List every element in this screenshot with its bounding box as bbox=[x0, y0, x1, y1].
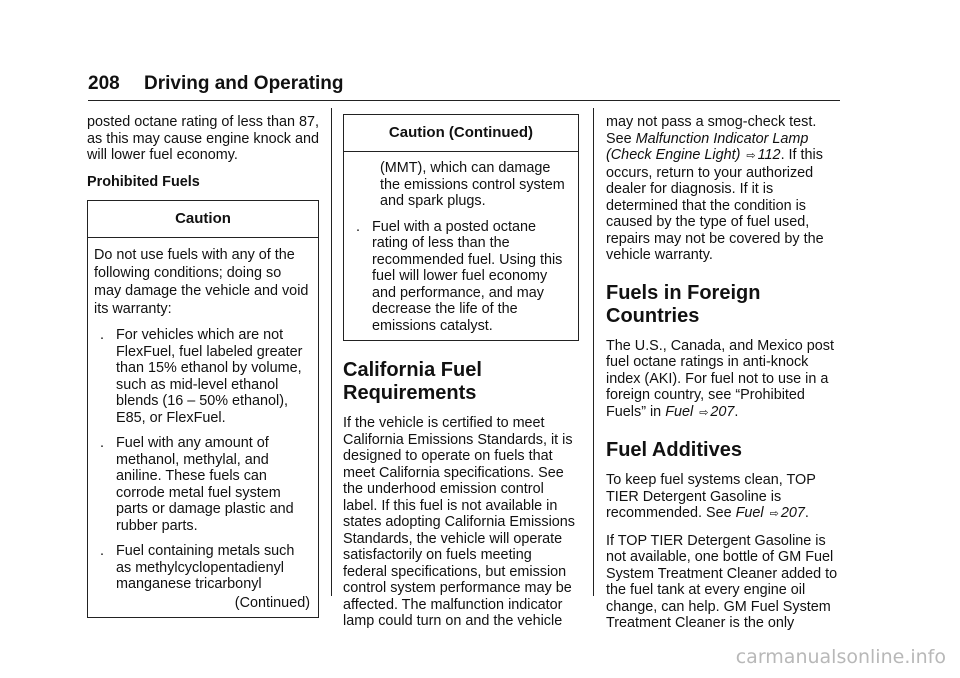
page-ref[interactable]: 207 bbox=[710, 403, 735, 420]
gm-cleaner-paragraph: If TOP TIER Detergent Gasoline is not available, one bottle of GM Fuel System Treatment Cleaner added to the fuel tank at every engine oil change, can help. GM Fuel System Treatment Cleaner is the only bbox=[606, 532, 838, 631]
bullet-text: Fuel containing metals such as methylcyclopentadienyl manganese tricarbonyl bbox=[116, 543, 295, 592]
bullet-marker: . bbox=[100, 543, 104, 559]
watermark: carmanualsonline.info bbox=[735, 646, 946, 668]
intro-paragraph: posted octane rating of less than 87, as this may cause engine knock and will lower fuel economy. bbox=[87, 114, 320, 163]
malfunction-lamp-link[interactable]: Malfunction Indicator Lamp (Check Engine Light) bbox=[606, 130, 809, 163]
top-tier-paragraph: To keep fuel systems clean, TOP TIER Detergent Gasoline is recommended. See Fuel ⇨ 207. bbox=[606, 472, 816, 521]
page-ref[interactable]: 207 bbox=[780, 505, 805, 521]
smog-check-paragraph: may not pass a smog-check test. See Malfunction Indicator Lamp (Check Engine Light) ⇨ 112. If this occurs, return to your authorized dealer for diagnosis. If it is determined that the condition is caused by the type of fuel used, repairs may not be covered by the vehicle warranty. bbox=[606, 114, 824, 263]
column-2 bbox=[343, 114, 579, 640]
page-ref-arrow-icon: ⇨ bbox=[746, 150, 756, 162]
caution-bullet bbox=[94, 435, 310, 534]
page-number: 208 bbox=[88, 73, 120, 94]
bullet-text: Fuel with a posted octane rating of less than the recommended fuel. Using this fuel will lower fuel economy and performance, and may decrease the life of the emissions catalyst. bbox=[372, 218, 563, 334]
caution-continued-box bbox=[343, 114, 579, 341]
prohibited-fuels-subheading: Prohibited Fuels bbox=[87, 173, 200, 190]
fuel-additives-heading: Fuel Additives bbox=[606, 439, 742, 461]
caution-continued-title: Caution (Continued) bbox=[344, 115, 578, 152]
page-ref[interactable]: 112 bbox=[757, 147, 781, 163]
bullet-marker: . bbox=[100, 327, 104, 343]
bullet-marker: . bbox=[100, 435, 104, 451]
caution-bullet bbox=[94, 543, 310, 593]
page-ref-arrow-icon: ⇨ bbox=[769, 508, 779, 520]
bullet-text: For vehicles which are not FlexFuel, fuel labeled greater than 15% ethanol by volume, such as mid-level ethanol blends (16 – 50% ethanol), E85, or FlexFuel. bbox=[116, 327, 303, 426]
bullet-text: Fuel with any amount of methanol, methylal, and aniline. These fuels can corrode metal fuel system parts or damage plastic and rubber parts. bbox=[116, 435, 294, 534]
column-1 bbox=[87, 114, 319, 618]
caution-bullet bbox=[94, 327, 310, 426]
caution-body: Do not use fuels with any of the following conditions; doing so may damage the vehicle and void its warranty: bbox=[94, 247, 309, 317]
caution-title: Caution bbox=[88, 201, 318, 238]
california-fuel-paragraph: If the vehicle is certified to meet California Emissions Standards, it is designed to operate on fuels that meet California specifications. See the underhood emission control label. If this fuel is not available in states adopting California Emissions Standards, the vehicle will operate satisfactorily on fuels meeting federal specifications, but emission control system performance may be affected. The malfunction indicator lamp could turn on and the vehicle bbox=[343, 415, 575, 629]
column-3 bbox=[606, 114, 842, 642]
fuel-link[interactable]: Fuel bbox=[735, 505, 764, 521]
column-divider-2 bbox=[593, 108, 594, 596]
foreign-fuels-heading: Fuels in Foreign Countries bbox=[606, 281, 761, 327]
section-title: Driving and Operating bbox=[144, 73, 344, 94]
page-ref-arrow-icon: ⇨ bbox=[699, 406, 709, 419]
fuel-link[interactable]: Fuel bbox=[665, 403, 694, 420]
caution-continued-text: (MMT), which can damage the emissions control system and spark plugs. bbox=[380, 160, 565, 209]
california-fuel-heading: California Fuel Requirements bbox=[343, 359, 482, 404]
column-divider-1 bbox=[331, 108, 332, 596]
caution-box bbox=[87, 200, 319, 618]
page-header bbox=[88, 68, 840, 101]
continued-label: (Continued) bbox=[234, 594, 310, 611]
caution-bullet bbox=[350, 219, 570, 335]
bullet-marker: . bbox=[356, 218, 360, 235]
foreign-fuels-paragraph: The U.S., Canada, and Mexico post fuel octane ratings in anti-knock index (AKI). For fuel not to use in a foreign country, see “Prohibited Fuels” in Fuel ⇨ 207. bbox=[606, 337, 834, 420]
